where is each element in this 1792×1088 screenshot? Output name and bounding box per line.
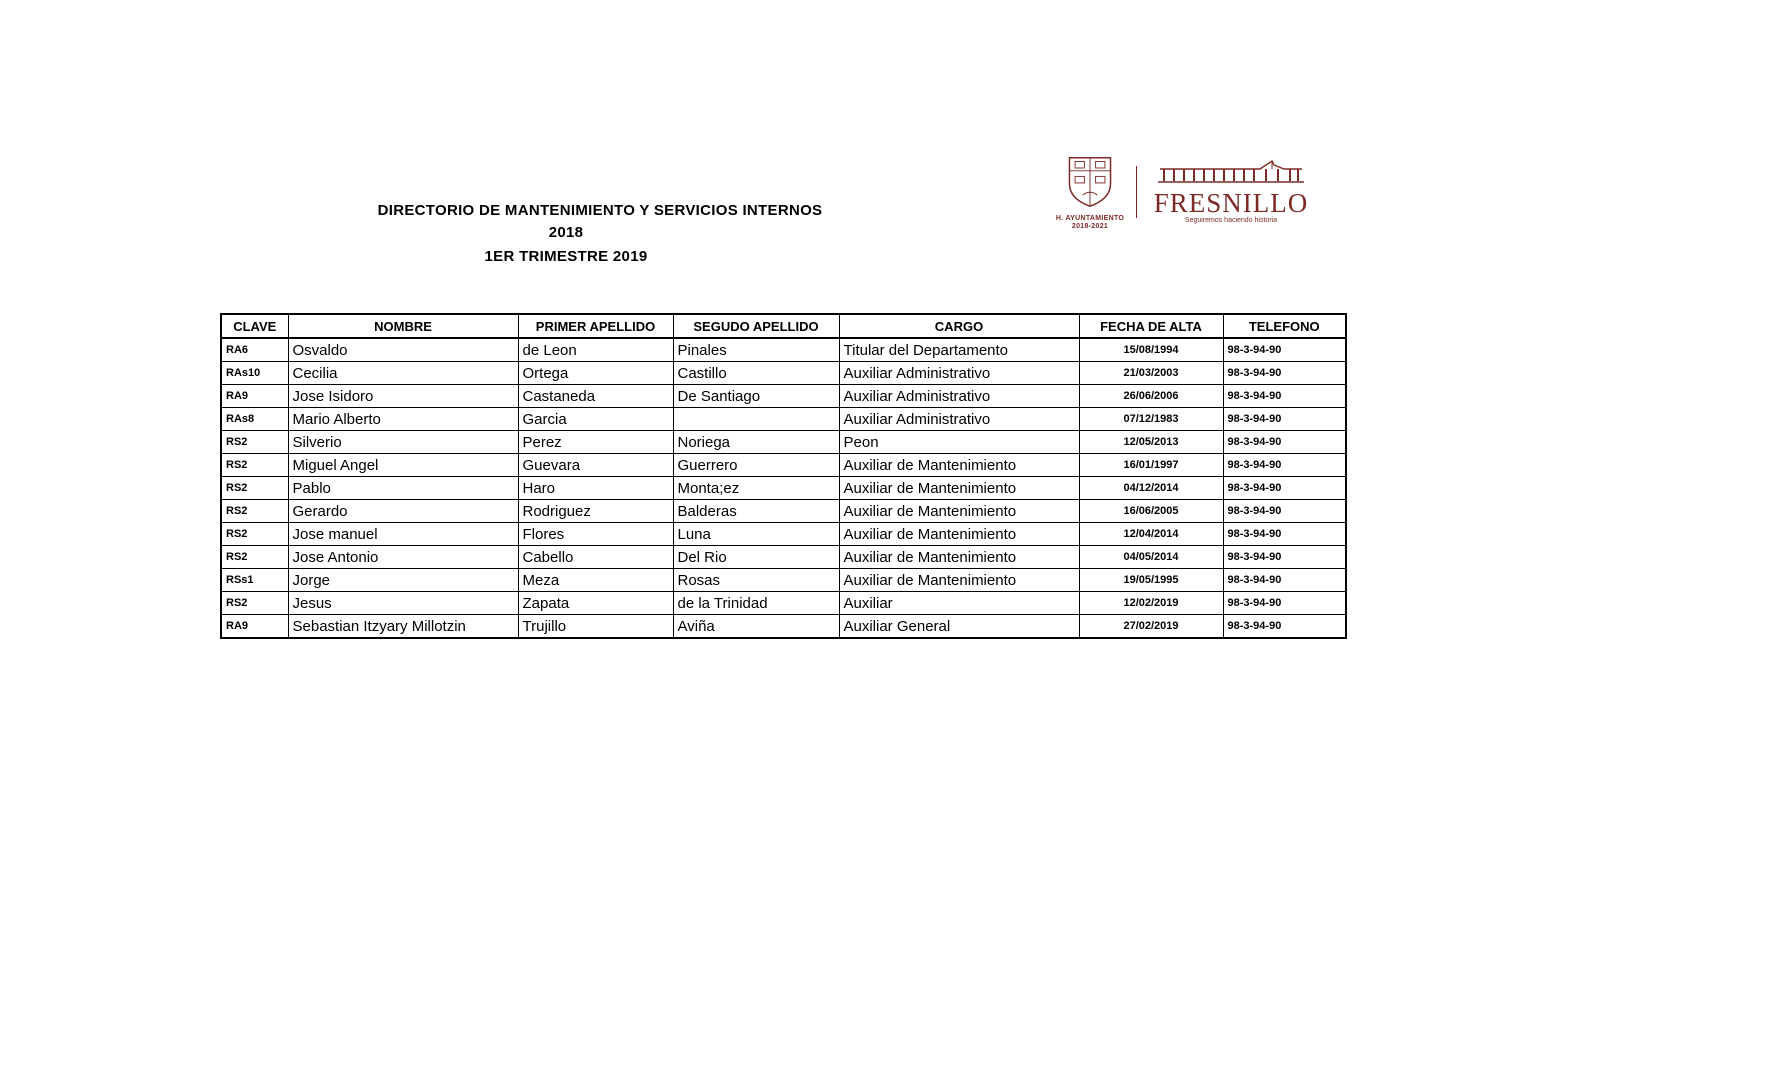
table-body [221, 338, 1346, 638]
ayuntamiento-caption: H. AYUNTAMIENTO [1055, 214, 1125, 222]
table-cell: Pinales [673, 338, 839, 362]
table-cell: 98-3-94-90 [1223, 615, 1346, 639]
table-cell: Jorge [288, 569, 518, 592]
table-cell: 12/04/2014 [1079, 523, 1223, 546]
table-cell: 98-3-94-90 [1223, 408, 1346, 431]
table-cell: Auxiliar General [839, 615, 1079, 639]
table-cell: Mario Alberto [288, 408, 518, 431]
table-cell [673, 408, 839, 431]
document-title-year: 2018 [548, 224, 584, 241]
table-cell: Auxiliar Administrativo [839, 385, 1079, 408]
ayuntamiento-years: 2018-2021 [1071, 222, 1109, 230]
table-cell: Jose Isidoro [288, 385, 518, 408]
table-cell: 98-3-94-90 [1223, 385, 1346, 408]
table-cell: RA6 [221, 338, 288, 362]
table-cell: 98-3-94-90 [1223, 477, 1346, 500]
table-cell: RAs10 [221, 362, 288, 385]
table-row [221, 338, 1346, 362]
table-cell: Luna [673, 523, 839, 546]
table-cell: Meza [518, 569, 673, 592]
table-cell: RS2 [221, 477, 288, 500]
table-cell: Flores [518, 523, 673, 546]
fresnillo-wordmark: FRESNILLO [1153, 188, 1309, 218]
table-cell: Miguel Angel [288, 454, 518, 477]
table-cell: 15/08/1994 [1079, 338, 1223, 362]
column-header: NOMBRE [288, 314, 518, 338]
table-cell: Monta;ez [673, 477, 839, 500]
table-cell: Del Rio [673, 546, 839, 569]
table-cell: Aviña [673, 615, 839, 639]
table-cell: Jose Antonio [288, 546, 518, 569]
table-cell: RAs8 [221, 408, 288, 431]
header-logos [1055, 152, 1311, 232]
table-cell: Osvaldo [288, 338, 518, 362]
table-cell: 98-3-94-90 [1223, 500, 1346, 523]
table-cell: Ortega [518, 362, 673, 385]
table-cell: Titular del Departamento [839, 338, 1079, 362]
table-cell: Jesus [288, 592, 518, 615]
logo-divider [1136, 166, 1137, 218]
table-cell: 12/05/2013 [1079, 431, 1223, 454]
column-header: TELEFONO [1223, 314, 1346, 338]
table-cell: Rodriguez [518, 500, 673, 523]
column-header: CLAVE [221, 314, 288, 338]
document-title: DIRECTORIO DE MANTENIMIENTO Y SERVICIOS INTERNOS [377, 202, 823, 219]
table-cell: Perez [518, 431, 673, 454]
table-cell: Zapata [518, 592, 673, 615]
table-cell: Garcia [518, 408, 673, 431]
directory-table [220, 313, 1347, 639]
ayuntamiento-logo [1055, 154, 1125, 231]
table-row [221, 454, 1346, 477]
table-cell: 26/06/2006 [1079, 385, 1223, 408]
table-cell: Castillo [673, 362, 839, 385]
table-cell: Auxiliar de Mantenimiento [839, 546, 1079, 569]
table-cell: Cabello [518, 546, 673, 569]
table-cell: 98-3-94-90 [1223, 546, 1346, 569]
table-cell: Jose manuel [288, 523, 518, 546]
table-cell: RA9 [221, 385, 288, 408]
table-row [221, 408, 1346, 431]
table-cell: Auxiliar de Mantenimiento [839, 500, 1079, 523]
table-row [221, 569, 1346, 592]
table-cell: Cecilia [288, 362, 518, 385]
table-row [221, 546, 1346, 569]
column-header: CARGO [839, 314, 1079, 338]
table-cell: Auxiliar de Mantenimiento [839, 454, 1079, 477]
table-cell: Noriega [673, 431, 839, 454]
table-row [221, 477, 1346, 500]
table-header-row [221, 314, 1346, 338]
table-cell: 98-3-94-90 [1223, 569, 1346, 592]
fresnillo-logo [1151, 159, 1311, 225]
column-header: PRIMER APELLIDO [518, 314, 673, 338]
table-cell: Guerrero [673, 454, 839, 477]
table-cell: 04/05/2014 [1079, 546, 1223, 569]
table-cell: Balderas [673, 500, 839, 523]
table-cell: RS2 [221, 523, 288, 546]
table-cell: 98-3-94-90 [1223, 362, 1346, 385]
table-cell: Auxiliar Administrativo [839, 362, 1079, 385]
table-cell: Haro [518, 477, 673, 500]
table-cell: Auxiliar Administrativo [839, 408, 1079, 431]
table-cell: 16/01/1997 [1079, 454, 1223, 477]
table-row [221, 362, 1346, 385]
table-cell: RS2 [221, 431, 288, 454]
table-cell: 98-3-94-90 [1223, 592, 1346, 615]
table-cell: Auxiliar [839, 592, 1079, 615]
table-cell: de la Trinidad [673, 592, 839, 615]
table-cell: RS2 [221, 454, 288, 477]
fresnillo-tagline: Seguiremos haciendo historia [1184, 217, 1278, 224]
table-cell: Sebastian Itzyary Millotzin [288, 615, 518, 639]
column-header: SEGUDO APELLIDO [673, 314, 839, 338]
table-row [221, 431, 1346, 454]
table-cell: RSs1 [221, 569, 288, 592]
table-cell: 98-3-94-90 [1223, 523, 1346, 546]
table-cell: 98-3-94-90 [1223, 431, 1346, 454]
table-cell: RS2 [221, 592, 288, 615]
table-cell: Auxiliar de Mantenimiento [839, 569, 1079, 592]
table-cell: 27/02/2019 [1079, 615, 1223, 639]
table-cell: de Leon [518, 338, 673, 362]
table-cell: 07/12/1983 [1079, 408, 1223, 431]
table-cell: Peon [839, 431, 1079, 454]
table-row [221, 385, 1346, 408]
table-cell: Gerardo [288, 500, 518, 523]
table-row [221, 592, 1346, 615]
table-cell: RS2 [221, 500, 288, 523]
table-cell: 98-3-94-90 [1223, 338, 1346, 362]
crest-icon [1062, 154, 1118, 215]
table-cell: Auxiliar de Mantenimiento [839, 477, 1079, 500]
fresnillo-building-icon [1156, 159, 1306, 190]
table-row [221, 523, 1346, 546]
table-cell: Silverio [288, 431, 518, 454]
table-cell: 04/12/2014 [1079, 477, 1223, 500]
table-row [221, 615, 1346, 639]
table-cell: 98-3-94-90 [1223, 454, 1346, 477]
table-cell: Pablo [288, 477, 518, 500]
table-cell: Auxiliar de Mantenimiento [839, 523, 1079, 546]
table-cell: Trujillo [518, 615, 673, 639]
table-cell: Guevara [518, 454, 673, 477]
document-title-quarter: 1ER TRIMESTRE 2019 [484, 248, 648, 265]
table-row [221, 500, 1346, 523]
table-cell: 12/02/2019 [1079, 592, 1223, 615]
table-cell: 16/06/2005 [1079, 500, 1223, 523]
table-cell: 21/03/2003 [1079, 362, 1223, 385]
table-cell: Rosas [673, 569, 839, 592]
table-cell: Castaneda [518, 385, 673, 408]
table-cell: De Santiago [673, 385, 839, 408]
column-header: FECHA DE ALTA [1079, 314, 1223, 338]
table-cell: RA9 [221, 615, 288, 639]
table-cell: RS2 [221, 546, 288, 569]
table-cell: 19/05/1995 [1079, 569, 1223, 592]
